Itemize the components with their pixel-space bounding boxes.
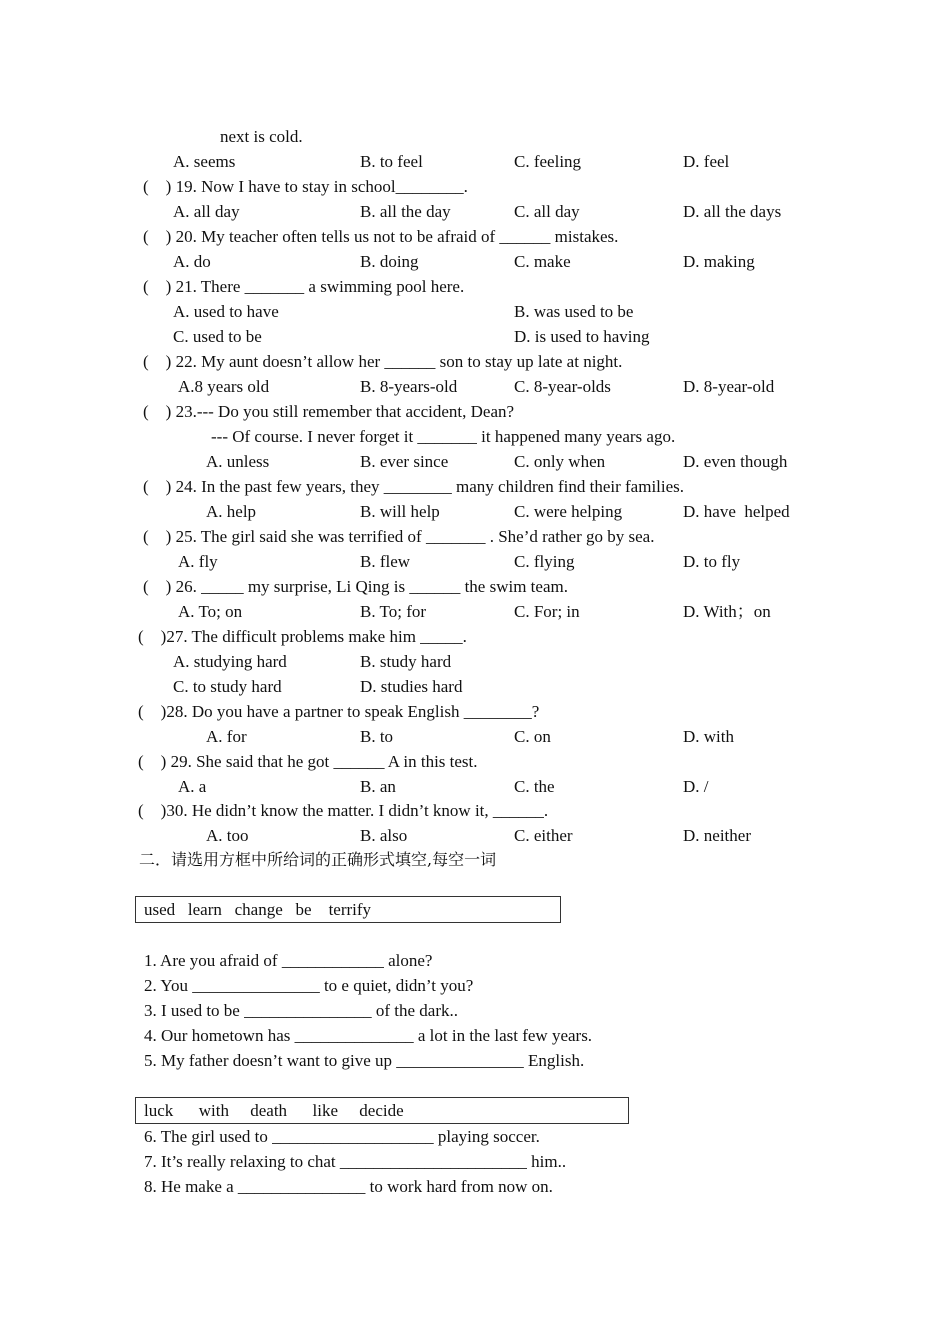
- fill-sentence-3: 3. I used to be _______________ of the dark..: [144, 1001, 458, 1020]
- q24-stem: ( ) 24. In the past few years, they ________ many children find their families.: [143, 477, 685, 496]
- q21-stem: ( ) 21. There _______ a swimming pool here.: [143, 277, 465, 296]
- q26-option-c: C. For; in: [514, 602, 580, 621]
- q21-option-a: A. used to have: [173, 302, 279, 321]
- q23-option-c: C. only when: [514, 452, 606, 471]
- q25-option-b: B. flew: [360, 552, 411, 571]
- q27-option-b: B. study hard: [360, 652, 452, 671]
- q20-stem: ( ) 20. My teacher often tells us not to be afraid of ______ mistakes.: [143, 227, 619, 246]
- fill-sentence-2: 2. You _______________ to e quiet, didn’t you?: [144, 976, 474, 995]
- q27-option-c: C. to study hard: [173, 677, 282, 696]
- q30-option-b: B. also: [360, 826, 408, 845]
- q19-option-d: D. all the days: [683, 202, 782, 221]
- word-box-1-words: used learn change be terrify: [144, 900, 372, 919]
- q27-stem: ( )27. The difficult problems make him _____.: [138, 627, 467, 646]
- q19-stem: ( ) 19. Now I have to stay in school________.: [143, 177, 468, 196]
- q24-option-b: B. will help: [360, 502, 440, 521]
- q28-option-c: C. on: [514, 727, 551, 746]
- q24-option-d: D. have helped: [683, 502, 790, 521]
- q25-option-d: D. to fly: [683, 552, 741, 571]
- q21-option-b: B. was used to be: [514, 302, 634, 321]
- q25-stem: ( ) 25. The girl said she was terrified of _______ . She’d rather go by sea.: [143, 527, 655, 546]
- q26-option-a: A. To; on: [178, 602, 243, 621]
- q21-option-c: C. used to be: [173, 327, 262, 346]
- q29-stem: ( ) 29. She said that he got ______ A in this test.: [138, 752, 478, 771]
- q22-stem: ( ) 22. My aunt doesn’t allow her ______ son to stay up late at night.: [143, 352, 623, 371]
- q20-option-a: A. do: [173, 252, 211, 271]
- q24-option-c: C. were helping: [514, 502, 623, 521]
- q26-option-d: D. With；on: [683, 602, 771, 621]
- q28-option-b: B. to: [360, 727, 394, 746]
- q23-option-d: D. even though: [683, 452, 788, 471]
- q20-option-b: B. doing: [360, 252, 419, 271]
- q26-stem: ( ) 26. _____ my surprise, Li Qing is ______ the swim team.: [143, 577, 568, 596]
- section-2-title: 二．请选用方框中所给词的正确形式填空,每空一词: [139, 850, 497, 869]
- q29-option-c: C. the: [514, 777, 555, 796]
- q23-option-a: A. unless: [206, 452, 270, 471]
- q29-option-a: A. a: [178, 777, 207, 796]
- fill-sentence-1: 1. Are you afraid of ____________ alone?: [144, 951, 433, 970]
- q18-option-b: B. to feel: [360, 152, 423, 171]
- word-box-2-words: luck with death like decide: [144, 1101, 404, 1120]
- q28-stem: ( )28. Do you have a partner to speak English ________?: [138, 702, 540, 721]
- q22-option-d: D. 8-year-old: [683, 377, 775, 396]
- q23-option-b: B. ever since: [360, 452, 449, 471]
- q20-option-d: D. making: [683, 252, 755, 271]
- fill-sentence-7: 7. It’s really relaxing to chat ______________________ him..: [144, 1152, 567, 1171]
- q19-option-a: A. all day: [173, 202, 240, 221]
- q27-option-a: A. studying hard: [173, 652, 287, 671]
- q23-stem: ( ) 23.--- Do you still remember that accident, Dean?: [143, 402, 515, 421]
- q18-option-a: A. seems: [173, 152, 236, 171]
- q30-option-a: A. too: [206, 826, 249, 845]
- q27-option-d: D. studies hard: [360, 677, 463, 696]
- q23-stem-reply: --- Of course. I never forget it _______ it happened many years ago.: [211, 427, 676, 446]
- q28-option-a: A. for: [206, 727, 247, 746]
- q18-option-c: C. feeling: [514, 152, 582, 171]
- q25-option-a: A. fly: [178, 552, 218, 571]
- fill-sentence-8: 8. He make a _______________ to work hard from now on.: [144, 1177, 553, 1196]
- q30-stem: ( )30. He didn’t know the matter. I didn’t know it, ______.: [138, 801, 549, 820]
- fill-sentence-5: 5. My father doesn’t want to give up _______________ English.: [144, 1051, 585, 1070]
- q18-stem-continuation: next is cold.: [220, 127, 303, 146]
- fill-sentence-4: 4. Our hometown has ______________ a lot in the last few years.: [144, 1026, 593, 1045]
- q30-option-d: D. neither: [683, 826, 751, 845]
- q18-option-d: D. feel: [683, 152, 730, 171]
- q22-option-a: A.8 years old: [178, 377, 270, 396]
- q19-option-b: B. all the day: [360, 202, 451, 221]
- q22-option-b: B. 8-years-old: [360, 377, 458, 396]
- q29-option-b: B. an: [360, 777, 396, 796]
- q24-option-a: A. help: [206, 502, 257, 521]
- q25-option-c: C. flying: [514, 552, 575, 571]
- q20-option-c: C. make: [514, 252, 571, 271]
- q19-option-c: C. all day: [514, 202, 580, 221]
- q30-option-c: C. either: [514, 826, 573, 845]
- q29-option-d: D. /: [683, 777, 709, 796]
- fill-sentence-6: 6. The girl used to ___________________ playing soccer.: [144, 1127, 540, 1146]
- q26-option-b: B. To; for: [360, 602, 427, 621]
- q21-option-d: D. is used to having: [514, 327, 650, 346]
- q28-option-d: D. with: [683, 727, 734, 746]
- q22-option-c: C. 8-year-olds: [514, 377, 611, 396]
